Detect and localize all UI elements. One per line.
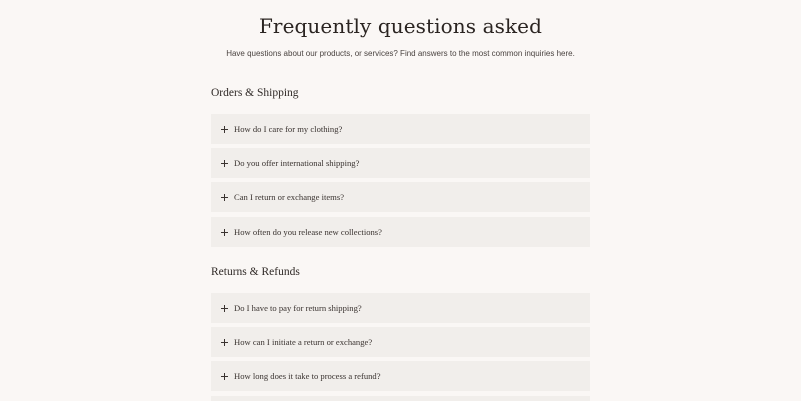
section-heading-orders-shipping: Orders & Shipping [211, 87, 299, 99]
faq-item[interactable] [211, 293, 590, 323]
plus-icon [221, 126, 228, 133]
faq-item[interactable] [211, 361, 590, 391]
plus-icon [221, 194, 228, 201]
plus-icon [221, 339, 228, 346]
plus-icon [221, 305, 228, 312]
section-heading-returns-refunds: Returns & Refunds [211, 266, 300, 278]
faq-question: How often do you release new collections? [234, 227, 382, 237]
faq-question: How can I initiate a return or exchange? [234, 337, 373, 347]
page-title: Frequently questions asked [258, 14, 543, 38]
faq-item[interactable] [211, 114, 590, 144]
faq-question: How do I care for my clothing? [234, 124, 343, 134]
faq-item[interactable] [211, 327, 590, 357]
plus-icon [221, 229, 228, 236]
faq-item[interactable] [211, 182, 590, 212]
plus-icon [221, 160, 228, 167]
faq-question: Do I have to pay for return shipping? [234, 303, 362, 313]
faq-item-partial[interactable] [211, 396, 590, 401]
faq-item[interactable] [211, 217, 590, 247]
faq-question: How long does it take to process a refund? [234, 371, 381, 381]
page-subtitle: Have questions about our products, or services? Find answers to the most common inquiries here. [226, 49, 575, 58]
faq-question: Can I return or exchange items? [234, 192, 345, 202]
faq-item[interactable] [211, 148, 590, 178]
plus-icon [221, 373, 228, 380]
faq-question: Do you offer international shipping? [234, 158, 360, 168]
